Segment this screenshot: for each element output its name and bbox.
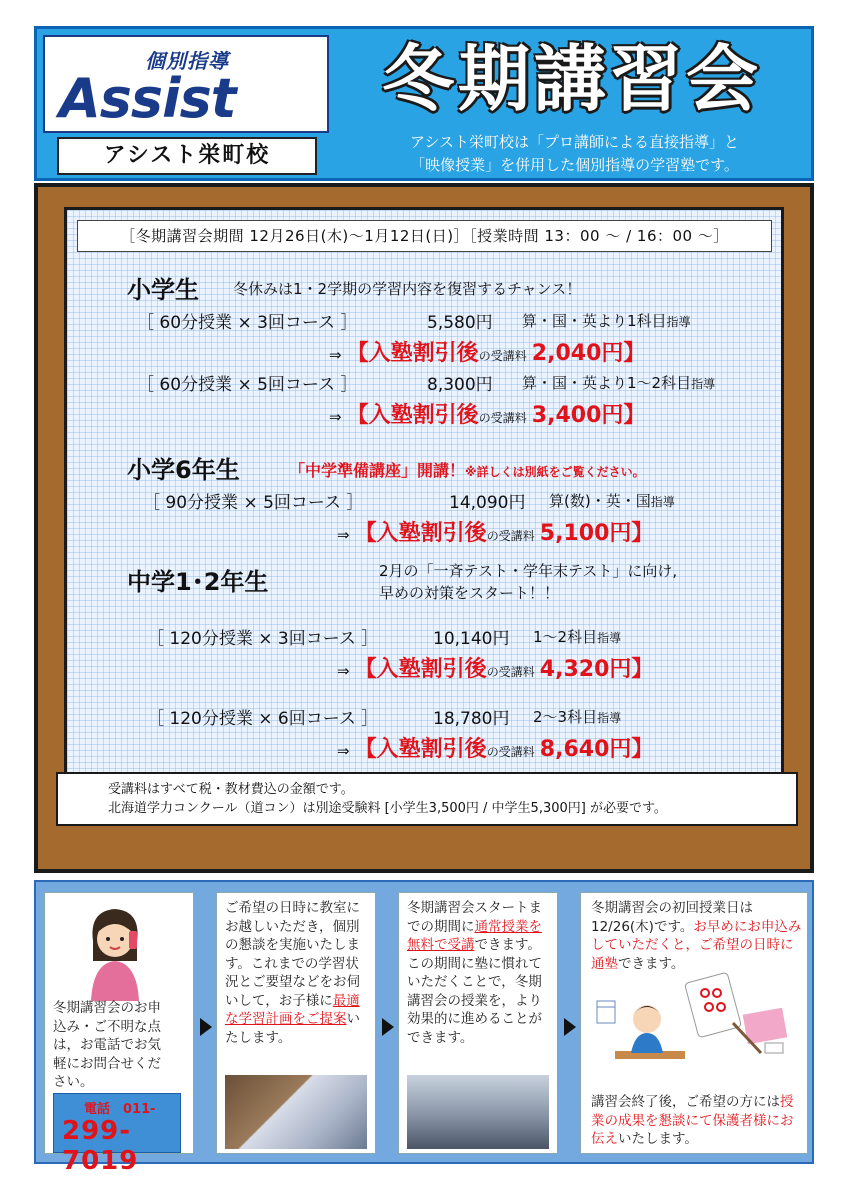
discount-line: ⇒ 【入塾割引後の受講料 4,320円】 — [337, 657, 654, 682]
school-name: アシスト栄町校 — [57, 137, 317, 175]
step-2-text: ご希望の日時に教室にお越しいただき，個別の懇談を実施いたします。これまでの学習状況とご要望などをお伺いして，お子様に最適な学習計画をご提案いたします。 — [225, 900, 360, 1046]
course-name: ［ 120分授業 × 3回コース ］ — [147, 629, 379, 649]
discount-line: ⇒ 【入塾割引後の受講料 8,640円】 — [337, 737, 654, 762]
woman-phone-icon — [75, 901, 155, 1001]
assist-logo — [43, 35, 329, 133]
step-3-text: 冬期講習会スタートまでの期間に通常授業を無料で受講できます。この期間に塾に慣れていただくことで，冬期講習会の授業を，より効果的に進めることができます。 — [407, 900, 542, 1046]
logo-wordmark: Assist — [59, 67, 236, 130]
course-subjects: 算(数)・英・国指導 — [549, 492, 675, 510]
step-arrow-icon — [200, 1018, 212, 1036]
discount-line: ⇒ 【入塾割引後の受講料 3,400円】 — [329, 403, 646, 428]
steps-section — [34, 880, 814, 1176]
course-name: ［ 120分授業 × 6回コース ］ — [147, 709, 379, 729]
step-4-text: 冬期講習会の初回授業日は12/26(木)です。お早めにお申込みしていただくと，ご希望の日時に通塾できます。 — [591, 900, 802, 972]
step-arrow-icon — [382, 1018, 394, 1036]
wood-frame — [34, 183, 814, 873]
junior-heading: 中学1･2年生 — [127, 568, 269, 596]
course-price: 18,780円 — [433, 709, 510, 729]
course-price: 5,580円 — [427, 313, 493, 333]
student-study-icon — [595, 971, 795, 1081]
step-4-followup: 講習会終了後，ご希望の方には授業の成果を懇談にて保護者様にお伝えいたします。 — [591, 1094, 794, 1147]
grade6-lead: 「中学準備講座」開講！※詳しくは別紙をご覧ください。 — [289, 461, 645, 480]
logo-subtitle: 個別指導 — [145, 49, 229, 73]
step-2-card — [216, 892, 376, 1154]
course-subjects: 算・国・英より1科目指導 — [522, 312, 691, 330]
step-1-text: 冬期講習会のお申 込み・ご不明な点 は，お電話でお気 軽にお問合せくだ さい。 — [53, 1000, 161, 1090]
course-subjects: 算・国・英より1～2科目指導 — [522, 374, 716, 392]
step-3-card — [398, 892, 558, 1154]
discount-line: ⇒ 【入塾割引後の受講料 2,040円】 — [329, 341, 646, 366]
junior-lead: 2月の「一斉テスト・学年末テスト」に向け, 早めの対策をスタート！！ — [379, 562, 678, 602]
step-arrow-icon — [564, 1018, 576, 1036]
course-price: 8,300円 — [427, 375, 493, 395]
course-subjects: 1～2科目指導 — [533, 628, 622, 646]
course-board — [64, 207, 784, 777]
step-1-card — [44, 892, 194, 1176]
school-description: アシスト栄町校は「プロ講師による直接指導」と 「映像授業」を併用した個別指導の学習塾です。 — [410, 133, 739, 174]
course-subjects: 2～3科目指導 — [533, 708, 622, 726]
course-name: ［ 60分授業 × 3回コース ］ — [137, 313, 358, 333]
course-name: ［ 60分授業 × 5回コース ］ — [137, 375, 358, 395]
elementary-lead: 冬休みは1・2学期の学習内容を復習するチャンス！ — [233, 280, 582, 298]
grade6-heading: 小学6年生 — [127, 456, 240, 484]
period-info: ［冬期講習会期間 12月26日(木)～1月12日(日)］［授業時間 13：00 ～ / 16：00 ～］ — [77, 220, 772, 252]
discount-line: ⇒ 【入塾割引後の受講料 5,100円】 — [337, 521, 654, 546]
course-price: 10,140円 — [433, 629, 510, 649]
page-title: 冬期講習会 — [381, 37, 762, 121]
step-4-card — [580, 892, 808, 1154]
phone-contact[interactable]: 電話 011- 299-7019 — [53, 1093, 181, 1153]
header-banner — [34, 26, 814, 181]
fee-note: 受講料はすべて税・教材費込の金額です。 北海道学力コンクール（道コン）は別途受験料 [小学生3,500円 / 中学生5,300円] が必要です。 — [56, 772, 798, 826]
elementary-heading: 小学生 — [127, 276, 199, 304]
classroom-photo — [407, 1075, 549, 1149]
materials-photo — [225, 1075, 367, 1149]
course-price: 14,090円 — [449, 493, 526, 513]
phone-number[interactable]: 299-7019 — [62, 1116, 139, 1176]
course-name: ［ 90分授業 × 5回コース ］ — [143, 493, 364, 513]
